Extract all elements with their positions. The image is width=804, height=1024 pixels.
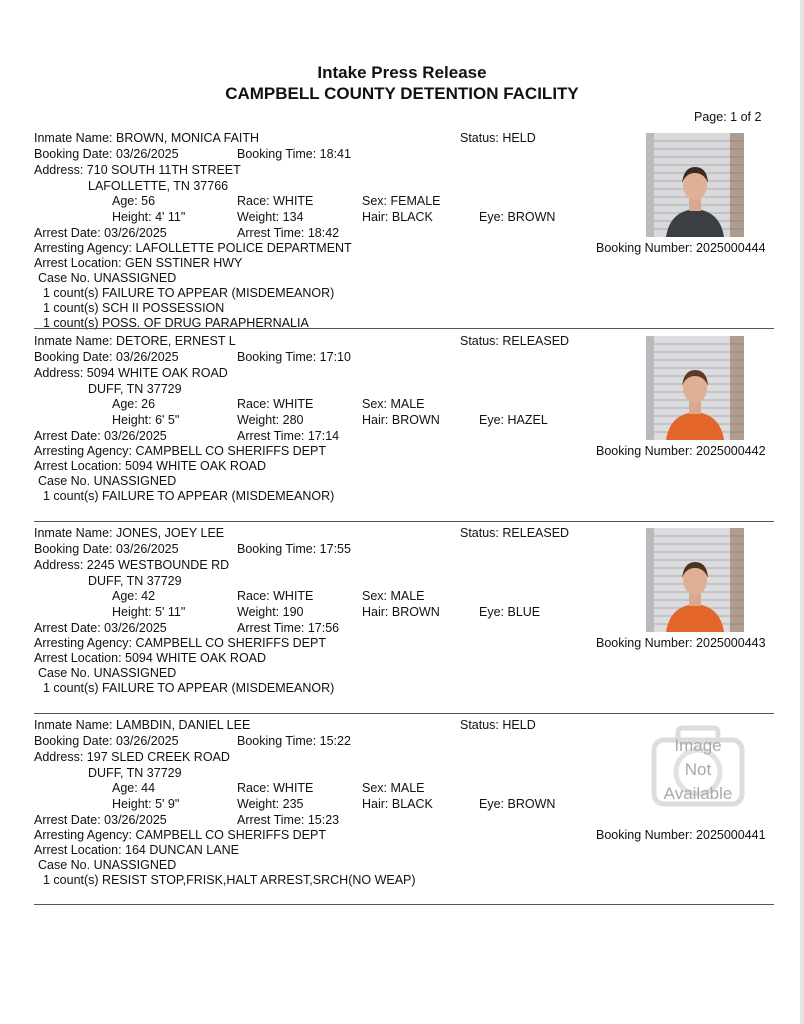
case-number: Case No. UNASSIGNED	[38, 271, 177, 285]
case-number: Case No. UNASSIGNED	[38, 666, 177, 680]
mugshot-image	[646, 336, 744, 440]
race: Race: WHITE	[237, 589, 314, 603]
inmate-name: Inmate Name: JONES, JOEY LEE	[34, 526, 225, 540]
hair: Hair: BROWN	[362, 413, 440, 427]
record-separator	[34, 713, 774, 714]
booking-time: Booking Time: 18:41	[237, 147, 351, 161]
inmate-name: Inmate Name: LAMBDIN, DANIEL LEE	[34, 718, 251, 732]
eye: Eye: BROWN	[479, 210, 556, 224]
sex: Sex: MALE	[362, 397, 425, 411]
hair: Hair: BLACK	[362, 797, 433, 811]
mugshot-photo	[646, 336, 744, 440]
charge-line: 1 count(s) SCH II POSSESSION	[43, 301, 225, 315]
charge-line: 1 count(s) FAILURE TO APPEAR (MISDEMEANOR)	[43, 681, 335, 695]
record-separator	[34, 904, 774, 905]
age: Age: 42	[112, 589, 156, 603]
arresting-agency: Arresting Agency: CAMPBELL CO SHERIFFS DEPT	[34, 444, 326, 458]
record-separator	[34, 328, 774, 329]
arrest-time: Arrest Time: 17:56	[237, 621, 340, 635]
hair: Hair: BLACK	[362, 210, 433, 224]
charge-line: 1 count(s) FAILURE TO APPEAR (MISDEMEANOR)	[43, 489, 335, 503]
charge-line: 1 count(s) RESIST STOP,FRISK,HALT ARREST,SRCH(NO WEAP)	[43, 873, 416, 887]
height: Height: 5' 9"	[112, 797, 180, 811]
booking-date: Booking Date: 03/26/2025	[34, 542, 179, 556]
weight: Weight: 235	[237, 797, 304, 811]
weight: Weight: 190	[237, 605, 304, 619]
booking-number: Booking Number: 2025000442	[596, 444, 766, 458]
booking-date: Booking Date: 03/26/2025	[34, 734, 179, 748]
status: Status: RELEASED	[460, 334, 570, 348]
case-number: Case No. UNASSIGNED	[38, 474, 177, 488]
facility-name: CAMPBELL COUNTY DETENTION FACILITY	[225, 84, 579, 103]
arrest-time: Arrest Time: 15:23	[237, 813, 340, 827]
booking-number: Booking Number: 2025000443	[596, 636, 766, 650]
placeholder-text: Available	[663, 784, 733, 803]
arrest-date: Arrest Date: 03/26/2025	[34, 621, 167, 635]
age: Age: 44	[112, 781, 156, 795]
height: Height: 6' 5"	[112, 413, 180, 427]
address-city: DUFF, TN 37729	[88, 766, 182, 780]
address: Address: 197 SLED CREEK ROAD	[34, 750, 230, 764]
mugshot-photo	[646, 133, 744, 237]
image-not-available	[648, 718, 748, 818]
address-city: LAFOLLETTE, TN 37766	[88, 179, 229, 193]
placeholder-text: Image	[674, 736, 722, 755]
age: Age: 26	[112, 397, 156, 411]
arrest-time: Arrest Time: 18:42	[237, 226, 340, 240]
height: Height: 5' 11"	[112, 605, 186, 619]
weight: Weight: 134	[237, 210, 304, 224]
mugshot-image	[646, 133, 744, 237]
inmate-record	[0, 131, 804, 330]
booking-number: Booking Number: 2025000444	[596, 241, 766, 255]
address: Address: 5094 WHITE OAK ROAD	[34, 366, 228, 380]
booking-date: Booking Date: 03/26/2025	[34, 350, 179, 364]
booking-date: Booking Date: 03/26/2025	[34, 147, 179, 161]
hair: Hair: BROWN	[362, 605, 440, 619]
inmate-record	[0, 718, 804, 913]
arrest-date: Arrest Date: 03/26/2025	[34, 813, 167, 827]
record-separator	[34, 521, 774, 522]
charge-line: 1 count(s) FAILURE TO APPEAR (MISDEMEANOR)	[43, 286, 335, 300]
booking-time: Booking Time: 17:10	[237, 350, 351, 364]
arresting-agency: Arresting Agency: CAMPBELL CO SHERIFFS DEPT	[34, 636, 326, 650]
charge-line: 1 count(s) POSS. OF DRUG PARAPHERNALIA	[43, 316, 309, 330]
booking-time: Booking Time: 15:22	[237, 734, 351, 748]
race: Race: WHITE	[237, 397, 314, 411]
booking-time: Booking Time: 17:55	[237, 542, 351, 556]
mugshot-image	[646, 528, 744, 632]
race: Race: WHITE	[237, 194, 314, 208]
height: Height: 4' 11"	[112, 210, 186, 224]
case-number: Case No. UNASSIGNED	[38, 858, 177, 872]
document-title: Intake Press Release	[317, 63, 487, 82]
address-city: DUFF, TN 37729	[88, 574, 182, 588]
booking-number: Booking Number: 2025000441	[596, 828, 766, 842]
arrest-location: Arrest Location: GEN SSTINER HWY	[34, 256, 243, 270]
inmate-record	[0, 334, 804, 529]
sex: Sex: MALE	[362, 781, 425, 795]
arrest-date: Arrest Date: 03/26/2025	[34, 226, 167, 240]
address-city: DUFF, TN 37729	[88, 382, 182, 396]
eye: Eye: BROWN	[479, 797, 556, 811]
age: Age: 56	[112, 194, 156, 208]
arresting-agency: Arresting Agency: LAFOLLETTE POLICE DEPARTMENT	[34, 241, 352, 255]
status: Status: HELD	[460, 131, 536, 145]
page-number: Page: 1 of 2	[694, 110, 762, 124]
eye: Eye: HAZEL	[479, 413, 548, 427]
sex: Sex: FEMALE	[362, 194, 441, 208]
arrest-time: Arrest Time: 17:14	[237, 429, 340, 443]
arrest-location: Arrest Location: 5094 WHITE OAK ROAD	[34, 651, 267, 665]
inmate-record	[0, 526, 804, 721]
address: Address: 710 SOUTH 11TH STREET	[34, 163, 241, 177]
mugshot-photo	[646, 528, 744, 632]
status: Status: RELEASED	[460, 526, 570, 540]
arrest-date: Arrest Date: 03/26/2025	[34, 429, 167, 443]
placeholder-text: Not	[684, 760, 712, 779]
arresting-agency: Arresting Agency: CAMPBELL CO SHERIFFS DEPT	[34, 828, 326, 842]
arrest-location: Arrest Location: 5094 WHITE OAK ROAD	[34, 459, 267, 473]
inmate-name: Inmate Name: DETORE, ERNEST L	[34, 334, 236, 348]
arrest-location: Arrest Location: 164 DUNCAN LANE	[34, 843, 239, 857]
eye: Eye: BLUE	[479, 605, 541, 619]
inmate-name: Inmate Name: BROWN, MONICA FAITH	[34, 131, 260, 145]
address: Address: 2245 WESTBOUNDE RD	[34, 558, 230, 572]
sex: Sex: MALE	[362, 589, 425, 603]
status: Status: HELD	[460, 718, 536, 732]
race: Race: WHITE	[237, 781, 314, 795]
weight: Weight: 280	[237, 413, 304, 427]
